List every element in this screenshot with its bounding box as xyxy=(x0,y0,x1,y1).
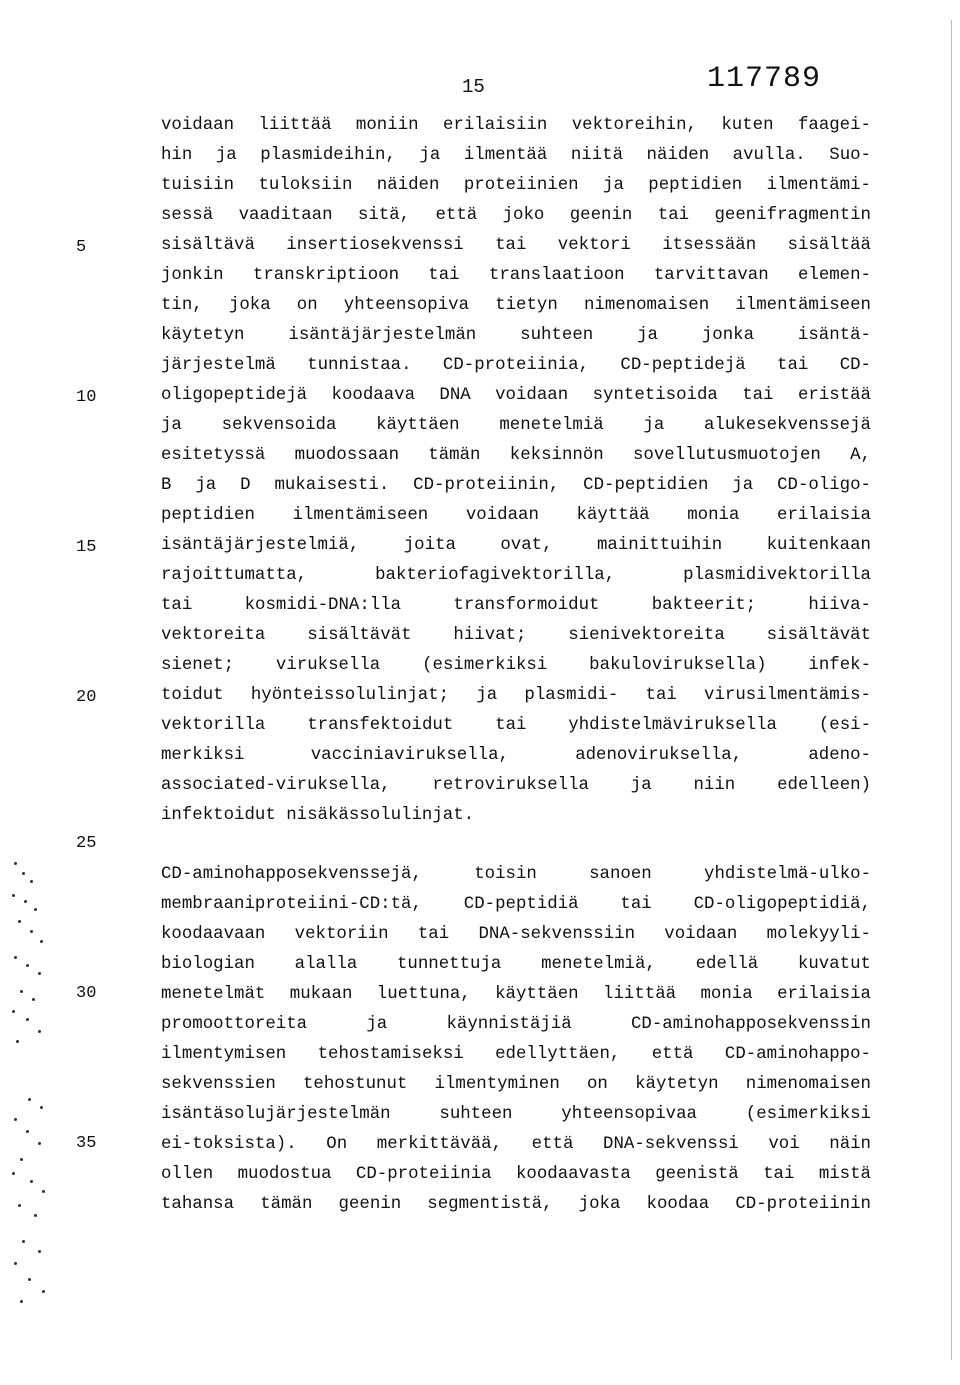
scan-speckle xyxy=(28,1098,31,1101)
line-number: 10 xyxy=(76,388,97,407)
scan-speckle xyxy=(32,998,35,1001)
scan-speckle xyxy=(20,1300,23,1303)
text-line: sienet; viruksella (esimerkiksi bakuloviruksella) infek- xyxy=(161,656,871,675)
scan-speckle xyxy=(22,872,25,875)
document-number: 117789 xyxy=(707,62,822,96)
scan-speckle xyxy=(14,862,17,865)
scan-speckle xyxy=(34,1214,37,1217)
text-line: rajoittumatta, bakteriofagivektorilla, plasmidivektorilla xyxy=(161,566,871,585)
scan-edge-line xyxy=(951,20,952,1360)
text-line: associated-viruksella, retroviruksella ja niin edelleen) xyxy=(161,776,871,795)
text-line: käytetyn isäntäjärjestelmän suhteen ja jonka isäntä- xyxy=(161,326,871,345)
text-line: toidut hyönteissolulinjat; ja plasmidi- tai virusilmentämis- xyxy=(161,686,871,705)
scan-speckle xyxy=(30,1180,33,1183)
text-line: promoottoreita ja käynnistäjiä CD-aminohapposekvenssin xyxy=(161,1015,871,1034)
scan-speckle xyxy=(18,920,21,923)
text-line: ilmentymisen tehostamiseksi edellyttäen, että CD-aminohappo- xyxy=(161,1045,871,1064)
scan-speckle xyxy=(24,900,27,903)
text-line: infektoidut nisäkässolulinjat. xyxy=(161,806,475,825)
text-line: tahansa tämän geenin segmentistä, joka koodaa CD-proteiinin xyxy=(161,1195,871,1214)
text-line: CD-aminohapposekvenssejä, toisin sanoen yhdistelmä-ulko- xyxy=(161,865,871,884)
scan-speckle xyxy=(40,1106,43,1109)
text-line: biologian alalla tunnettuja menetelmiä, edellä kuvatut xyxy=(161,955,871,974)
scan-speckle xyxy=(26,1130,29,1133)
text-line: membraaniproteiini-CD:tä, CD-peptidiä tai CD-oligopeptidiä, xyxy=(161,895,871,914)
scan-speckle xyxy=(22,1240,25,1243)
scan-speckle xyxy=(30,930,33,933)
text-line: esitetyssä muodossaan tämän keksinnön sovellutusmuotojen A, xyxy=(161,446,871,465)
line-number: 35 xyxy=(76,1134,97,1153)
text-line: tuisiin tuloksiin näiden proteiinien ja peptidien ilmentämi- xyxy=(161,176,871,195)
scan-speckle xyxy=(28,1278,31,1281)
scan-speckle xyxy=(16,1040,19,1043)
scan-speckle xyxy=(40,940,43,943)
scan-speckle xyxy=(38,1250,41,1253)
scan-speckle xyxy=(12,1010,15,1013)
scan-speckle xyxy=(20,1158,23,1161)
scan-speckle xyxy=(12,1172,15,1175)
scan-speckle xyxy=(18,1204,21,1207)
text-line: tai kosmidi-DNA:lla transformoidut bakteerit; hiiva- xyxy=(161,596,871,615)
text-line: ei-toksista). On merkittävää, että DNA-sekvenssi voi näin xyxy=(161,1135,871,1154)
line-number: 5 xyxy=(76,238,87,257)
scan-speckle xyxy=(34,908,37,911)
scan-speckle xyxy=(42,1190,45,1193)
text-line: B ja D mukaisesti. CD-proteiinin, CD-peptidien ja CD-oligo- xyxy=(161,476,871,495)
scan-speckle xyxy=(38,972,41,975)
scan-speckle xyxy=(38,1142,41,1145)
text-line: sekvenssien tehostunut ilmentyminen on käytetyn nimenomaisen xyxy=(161,1075,871,1094)
text-line: koodaavaan vektoriin tai DNA-sekvenssiin voidaan molekyyli- xyxy=(161,925,871,944)
paragraph-1 xyxy=(161,111,871,831)
scan-speckle xyxy=(12,894,15,897)
text-line: sisältävä insertiosekvenssi tai vektori itsessään sisältää xyxy=(161,236,871,255)
scan-speckle xyxy=(26,1018,29,1021)
scan-speckle xyxy=(14,1118,17,1121)
line-number: 20 xyxy=(76,688,97,707)
text-line: menetelmät mukaan luettuna, käyttäen liittää monia erilaisia xyxy=(161,985,871,1004)
text-line: isäntäjärjestelmiä, joita ovat, mainittuihin kuitenkaan xyxy=(161,536,871,555)
text-line: oligopeptidejä koodaava DNA voidaan syntetisoida tai eristää xyxy=(161,386,871,405)
paragraph-2 xyxy=(161,860,871,1220)
line-number: 25 xyxy=(76,834,97,853)
text-line: isäntäsolujärjestelmän suhteen yhteensopivaa (esimerkiksi xyxy=(161,1105,871,1124)
text-line: sessä vaaditaan sitä, että joko geenin tai geenifragmentin xyxy=(161,206,871,225)
text-line: tin, joka on yhteensopiva tietyn nimenomaisen ilmentämiseen xyxy=(161,296,871,315)
text-line: merkiksi vacciniaviruksella, adenoviruksella, adeno- xyxy=(161,746,871,765)
scan-speckle xyxy=(38,1030,41,1033)
page-number: 15 xyxy=(462,76,485,98)
text-line: jonkin transkriptioon tai translaatioon tarvittavan elemen- xyxy=(161,266,871,285)
scan-speckle xyxy=(26,964,29,967)
text-line: peptidien ilmentämiseen voidaan käyttää monia erilaisia xyxy=(161,506,871,525)
scan-speckle xyxy=(14,1262,17,1265)
text-line: järjestelmä tunnistaa. CD-proteiinia, CD-peptidejä tai CD- xyxy=(161,356,871,375)
text-line: ja sekvensoida käyttäen menetelmiä ja alukesekvenssejä xyxy=(161,416,871,435)
line-number: 15 xyxy=(76,538,97,557)
text-line: vektoreita sisältävät hiivat; sienivektoreita sisältävät xyxy=(161,626,871,645)
text-line: hin ja plasmideihin, ja ilmentää niitä näiden avulla. Suo- xyxy=(161,146,871,165)
scan-speckle xyxy=(30,880,33,883)
text-line: vektorilla transfektoidut tai yhdistelmäviruksella (esi- xyxy=(161,716,871,735)
scan-speckle xyxy=(14,956,17,959)
scan-speckle xyxy=(42,1290,45,1293)
text-line: ollen muodostua CD-proteiinia koodaavasta geenistä tai mistä xyxy=(161,1165,871,1184)
scan-speckle xyxy=(20,990,23,993)
text-line: voidaan liittää moniin erilaisiin vektoreihin, kuten faagei- xyxy=(161,116,871,135)
line-number: 30 xyxy=(76,984,97,1003)
